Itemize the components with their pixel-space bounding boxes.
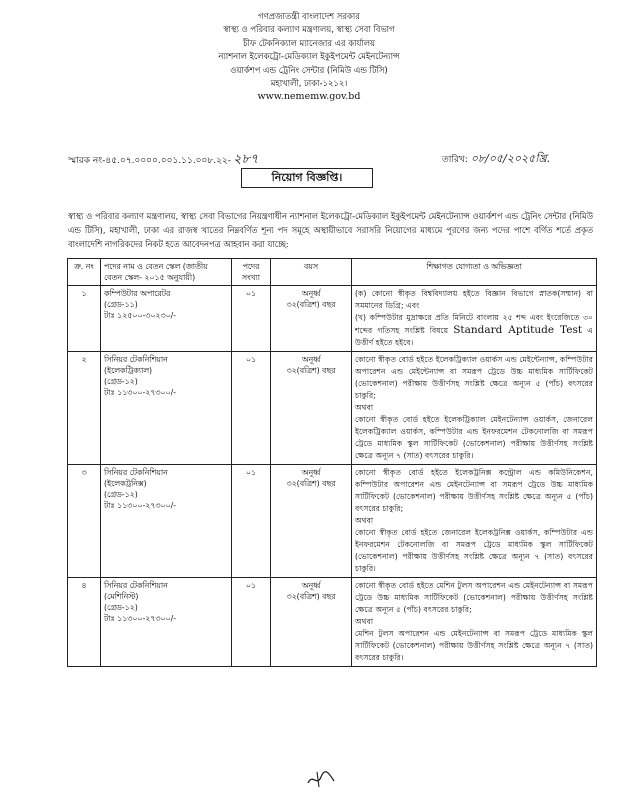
post-grade: (গ্রেড-১২) <box>104 490 138 499</box>
post-pay-scale: টাঃ ১২৫০০-৩০২৩০/- <box>104 311 177 320</box>
cell-age <box>271 352 352 465</box>
qualification-or: অথবা <box>355 516 374 525</box>
table-row <box>68 465 597 578</box>
age-line2: ৩২(বত্রিশ) বছর <box>286 300 336 309</box>
website-link[interactable]: www.nememw.gov.bd <box>257 91 361 103</box>
header-line: ন্যাশনাল ইলেকট্রো-মেডিক্যাল ইকুইপমেন্ট মেইনটেন্যান্স <box>218 51 400 62</box>
table-header-row <box>68 259 597 286</box>
cell-count: ০১ <box>232 578 271 667</box>
qualification-or: অথবা <box>355 403 374 412</box>
age-line1: অনূর্ধ্ব <box>301 581 321 590</box>
qualification-option-2: কোনো স্বীকৃত বোর্ড হইতে ইলেকট্রিক্যাল মেইনটেন্যান্স ওয়ার্কস, জেনারেল ইলেকট্রিক্যাল ওয়ার্কস, কম্পিউটার এন্ড ইনফরমেশন টেকনোলজি বা সমরূপ ট্রেডে মাধ্যমিক স্কুল সার্টিফিকেট (ভোকেশনাল) পরীক্ষায় উত্তীর্ণসহ সংশ্লিষ্ট ক্ষেত্রে অন্যূন ৭ (সাত) বৎসরের চাকুরি। <box>355 415 593 460</box>
header-age: বয়স <box>271 259 352 286</box>
cell-post <box>101 578 232 667</box>
header-count: পদের সংখ্যা <box>232 259 271 286</box>
qualification-option-2: কোনো স্বীকৃত বোর্ড হইতে জেনারেল ইলেকট্রনিক্স ওয়ার্কস, কম্পিউটার এন্ড ইনফরমেশন টেকনোলজি বা সমরূপ ট্রেডে মাধ্যমিক স্কুল সার্টিফিকেট (ভোকেশনাল) পরীক্ষায় উত্তীর্ণসহ সংশ্লিষ্ট ক্ষেত্রে অন্যূন ৭ (সাত) বৎসরের চাকুরি। <box>355 528 593 573</box>
memo-handwritten-number: ২৮৭ <box>233 152 259 167</box>
cell-serial: ২ <box>68 352 101 465</box>
qualification-text-end: এ উত্তীর্ণ হইতে হইবে। <box>355 326 593 347</box>
cell-post <box>101 286 232 352</box>
qualification-part-a: (ক) কোনো স্বীকৃত বিশ্ববিদ্যালয় হইতে বিজ্ঞান বিভাগে স্নাতক(সম্মান) বা সমমানের ডিগ্রি; এবং <box>355 289 593 310</box>
signature-mark <box>305 769 337 789</box>
age-line2: ৩২(বত্রিশ) বছর <box>286 479 336 488</box>
header-line: স্বাস্থ্য ও পরিবার কল্যাণ মন্ত্রণালয়, স্বাস্থ্য সেবা বিভাগ <box>223 24 395 35</box>
header-line: মহাখালী, ঢাকা-১২১২। <box>270 78 348 89</box>
post-pay-scale: টাঃ ১১৩০০-২৭৩০০/- <box>104 614 177 623</box>
cell-age <box>271 286 352 352</box>
memo-date <box>442 150 550 169</box>
post-name: সিনিয়র টেকনিশিয়ান <box>104 581 168 590</box>
cell-qualification <box>352 578 597 667</box>
age-line2: ৩২(বত্রিশ) বছর <box>286 366 336 375</box>
post-department: (ইলেকট্রনিক্স) <box>104 479 147 488</box>
age-line1: অনূর্ধ্ব <box>301 289 321 298</box>
cell-serial: ১ <box>68 286 101 352</box>
date-label: তারিখ: <box>442 155 468 165</box>
post-pay-scale: টাঃ ১১৩০০-২৭৩০০/- <box>104 501 177 510</box>
cell-qualification <box>352 352 597 465</box>
cell-count: ০১ <box>232 286 271 352</box>
header-line: গণপ্রজাতন্ত্রী বাংলাদেশ সরকার <box>258 11 360 21</box>
header-post: পদের নাম ও বেতন স্কেল (জাতীয় বেতন স্কেল- ২০১৫ অনুযায়ী) <box>101 259 232 286</box>
page-title: নিয়োগ বিজ্ঞপ্তি। <box>241 168 373 188</box>
qualification-text: (খ) কম্পিউটার মুদ্রাক্ষরে প্রতি মিনিটে বাংলায় ২৫ শব্দ এবং ইংরেজিতে ৩০ শব্দের গতিসহ সংশ্লিষ্ট বিষয়ে <box>355 313 593 335</box>
cell-post <box>101 465 232 578</box>
cell-age <box>271 578 352 667</box>
post-name: সিনিয়র টেকনিশিয়ান <box>104 355 168 364</box>
vacancy-table <box>67 258 597 667</box>
header-line: চীফ টেকনিক্যাল ম্যানেজার এর কার্যালয় <box>243 37 375 48</box>
post-grade: (গ্রেড-১২) <box>104 603 138 612</box>
header-qualification: শিক্ষাগত যোগ্যতা ও অভিজ্ঞতা <box>352 259 597 286</box>
post-name: কম্পিউটার অপারেটর <box>104 289 171 298</box>
intro-paragraph: স্বাস্থ্য ও পরিবার কল্যাণ মন্ত্রণালয়, স্বাস্থ্য সেবা বিভাগের নিয়ন্ত্রণাধীন ন্যাশনাল ইলেকট্রো-মেডিক্যাল ইকুইপমেন্ট মেইনটেন্যান্স ওয়ার্কশপ এন্ড ট্রেনিং সেন্টার (নিমিউ এন্ড টিসি), মহাখালী, ঢাকা এর রাজস্ব খাতের নিম্নবর্ণিত শূন্য পদ সমূহে অস্থায়ীভাবে সরাসরি নিয়োগের মাধ্যমে পূরণের জন্য পদের পাশে বর্ণিত শর্তে প্রকৃত বাংলাদেশি নাগরিকদের নিকট হতে আবেদনপত্র আহবান করা যাচ্ছে: <box>68 211 593 249</box>
cell-qualification <box>352 286 597 352</box>
qualification-or: অথবা <box>355 617 374 626</box>
memo-number <box>68 150 258 171</box>
post-department: (ইলেকট্রিক্যাল) <box>104 366 153 375</box>
cell-serial: ৪ <box>68 578 101 667</box>
cell-post <box>101 352 232 465</box>
table-row <box>68 286 597 352</box>
post-name: সিনিয়র টেকনিশিয়ান <box>104 468 168 477</box>
age-line1: অনূর্ধ্ব <box>301 468 321 477</box>
cell-age <box>271 465 352 578</box>
header-line: ওয়ার্কশপ এন্ড ট্রেনিং সেন্টার (নিমিউ এন্ড টিসি) <box>230 64 388 75</box>
qualification-option-1: কোনো স্বীকৃত বোর্ড হইতে মেশিন টুলস অপারেশন এন্ড মেইনটেন্যান্স বা সমরূপ ট্রেডে উচ্চ মাধ্যমিক সার্টিফিকেট (ভোকেশনাল) পরীক্ষায় উত্তীর্ণসহ সংশ্লিষ্ট ক্ষেত্রে অন্যূন ৫ (পাঁচ) বৎসরের চাকুরি; <box>355 581 593 614</box>
letterhead <box>0 10 618 104</box>
table-row <box>68 578 597 667</box>
table-row <box>68 352 597 465</box>
cell-count: ০১ <box>232 352 271 465</box>
qualification-part-b <box>355 312 593 349</box>
post-pay-scale: টাঃ ১১৩০০-২৭৩০০/- <box>104 388 177 397</box>
age-line1: অনূর্ধ্ব <box>301 355 321 364</box>
qualification-option-1: কোনো স্বীকৃত বোর্ড হইতে ইলেকট্রিক্যাল ওয়ার্কস এন্ড মেইন্টেন্যান্স, কম্পিউটার অপারেশন এন্ড মেইন্টেন্যান্স বা সমরূপ ট্রেডে উচ্চ মাধ্যমিক সার্টিফিকেট (ভোকেশনাল) পরীক্ষায় উত্তীর্ণসহ সংশ্লিষ্ট ক্ষেত্রে অন্যূন ৫ (পাঁচ) বৎসরের চাকুরি; <box>355 355 593 400</box>
cell-count: ০১ <box>232 465 271 578</box>
qualification-option-1: কোনো স্বীকৃত বোর্ড হইতে ইলেকট্রনিক্স কন্ট্রোল এন্ড কমিউনিকেশন, কম্পিউটার অপারেশন এন্ড মেইনটেন্যান্স বা সমরূপ ট্রেডে উচ্চ মাধ্যমিক সার্টিফিকেট (ভোকেশনাল) পরীক্ষায় উত্তীর্ণসহ সংশ্লিষ্ট ক্ষেত্রে অন্যূন ৫ (পাঁচ) বৎসরের চাকুরি; <box>355 468 593 513</box>
memo-label: স্মারক নং-৪৫.০৭.০০০০.০০১.১১.০০৮.২২- <box>68 156 232 166</box>
post-grade: (গ্রেড-১২) <box>104 377 138 386</box>
age-line2: ৩২(বত্রিশ) বছর <box>286 592 336 601</box>
post-department: (মেশিনিস্ট) <box>104 592 139 601</box>
post-grade: (গ্রেড-১১) <box>104 300 138 309</box>
date-value: ০৮/০৫/২০২৫খ্রি. <box>470 152 551 165</box>
cell-serial: ৩ <box>68 465 101 578</box>
qualification-test-name: Standard Aptitude Test <box>453 324 583 336</box>
header-serial: ক্র. নং <box>68 259 101 286</box>
qualification-option-2: মেশিন টুলস অপারেশন এন্ড মেইনটেন্যান্স বা সমরূপ ট্রেডে মাধ্যমিক স্কুল সার্টিফিকেট (ভোকেশনাল) পরীক্ষায় উত্তীর্ণসহ সংশ্লিষ্ট ক্ষেত্রে অন্যূন ৭ (সাত) বৎসরের চাকুরি। <box>355 629 593 662</box>
cell-qualification <box>352 465 597 578</box>
